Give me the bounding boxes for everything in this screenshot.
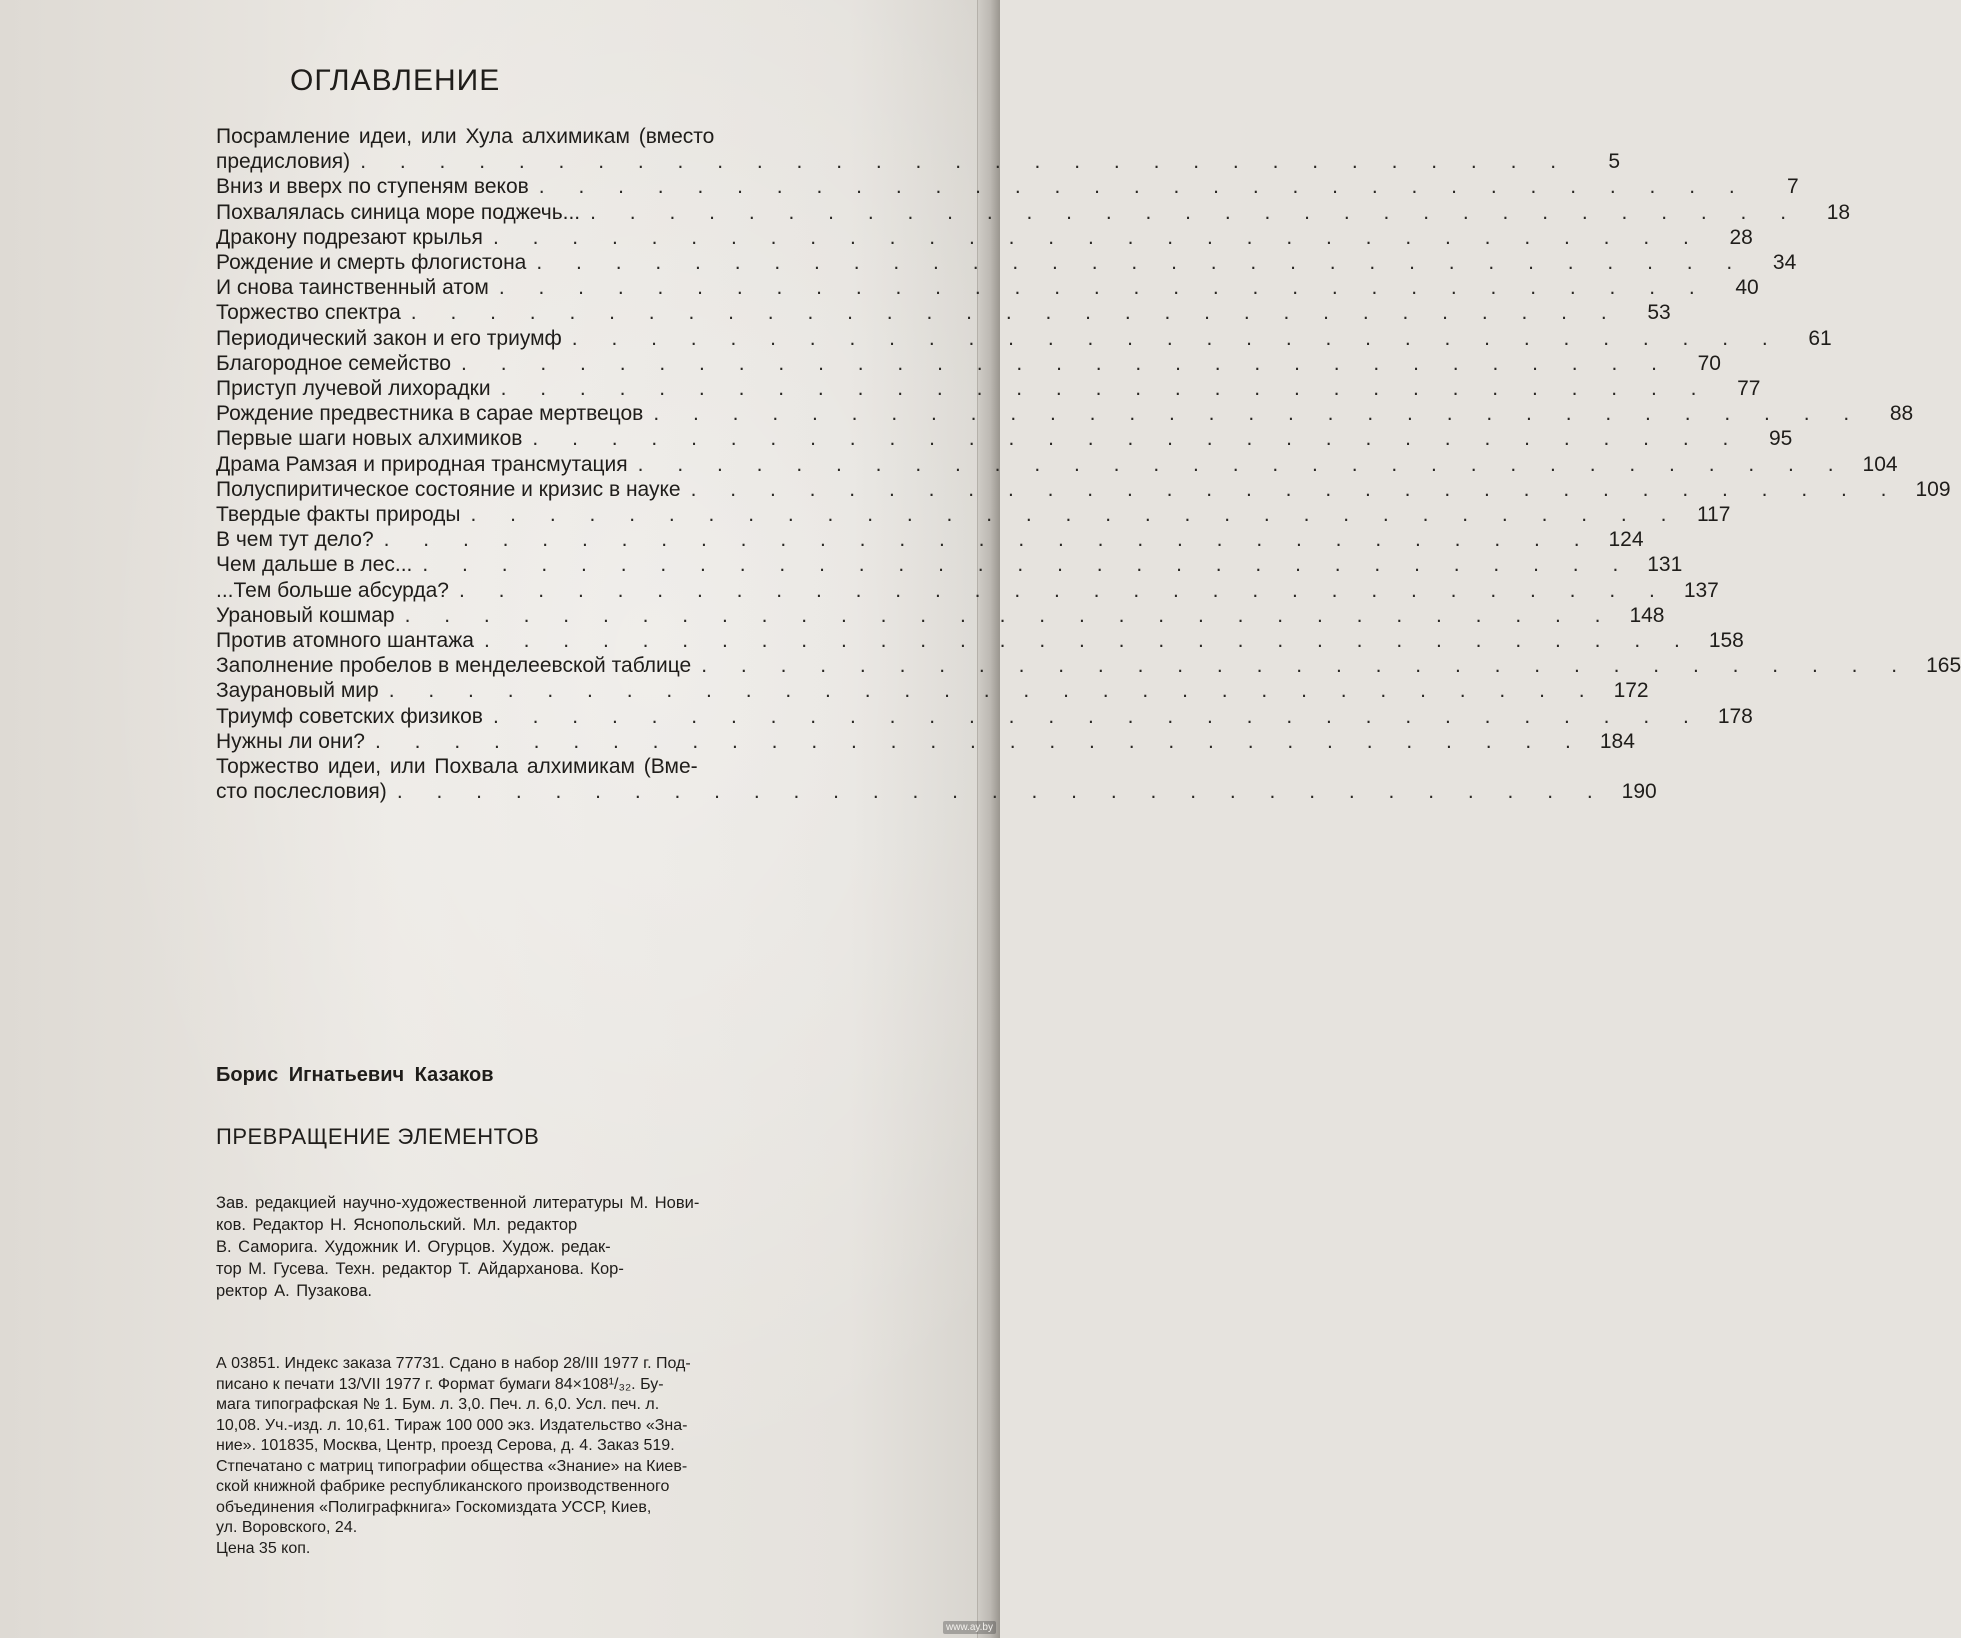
site-watermark: www.ay.by (943, 1621, 996, 1634)
credits-line: В. Саморига. Художник И. Огурцов. Худож. редак- (216, 1238, 611, 1256)
toc-entry-title: И снова таинственный атом (216, 276, 489, 300)
editorial-credits (216, 1192, 928, 1302)
toc-leader-dots: . . . . . . . . . . . . . . . . . . . . . . . . . . . . . . . (653, 402, 1864, 426)
toc-heading: ОГЛАВЛЕНИЕ (290, 64, 501, 97)
toc-leader-dots: . . . . . . . . . . . . . . . . . . . . . . . . . . . . . . . (483, 629, 1694, 653)
toc-entry-title: предисловия) (216, 150, 351, 174)
toc-entry-title: Благородное семейство (216, 351, 452, 375)
toc-entry-title: Урановый кошмар (216, 603, 395, 627)
imprint-line: Стпечатано с матриц типографии общества «Знание» на Киев- (216, 1457, 688, 1475)
toc-leader-dots: . . . . . . . . . . . . . . . . . . . . . . . . . . . . . . . (690, 477, 1901, 501)
toc-page-number: 95 (1768, 427, 1793, 451)
credits-line: ректор А. Пузакова. (216, 1282, 373, 1300)
toc-page-number: 34 (1772, 251, 1797, 275)
book-title: ПРЕВРАЩЕНИЕ ЭЛЕМЕНТОВ (216, 1124, 540, 1149)
toc-entry (216, 729, 1635, 754)
toc-leader-dots: . . . . . . . . . . . . . . . . . . . . . . . . . . . . . . . (396, 780, 1607, 804)
imprint-line: 10,08. Уч.-изд. л. 10,61. Тираж 100 000 экз. Издательство «Зна- (216, 1416, 688, 1434)
toc-entry-title: сто послесловия) (216, 780, 387, 804)
toc-entry (216, 704, 1753, 729)
imprint-line: Цена 35 коп. (216, 1539, 311, 1557)
toc-entry (216, 250, 1797, 275)
toc-page-number: 178 (1717, 704, 1753, 728)
credits-line: Зав. редакцией научно-художественной литературы М. Нови- (216, 1194, 700, 1212)
toc-leader-dots: . . . . . . . . . . . . . . . . . . . . . . . . . . . . . . . (374, 729, 1585, 753)
toc-entry (216, 426, 1793, 451)
toc-entry (216, 200, 1851, 225)
toc-leader-dots: . . . . . . . . . . . . . . . . . . . . . . . . . . . . . . . (383, 528, 1594, 552)
toc-entry-title: ...Тем больше абсурда? (216, 578, 449, 602)
toc-leader-dots: . . . . . . . . . . . . . . . . . . . . . . . . . . . . . . . (422, 553, 1633, 577)
toc-entry-title: Вниз и вверх по ступеням веков (216, 175, 529, 199)
toc-leader-dots: . . . . . . . . . . . . . . . . . . . . . . . . . . . . . . . (410, 301, 1621, 325)
toc-leader-dots: . . . . . . . . . . . . . . . . . . . . . . . . . . . . . . . (388, 679, 1599, 703)
toc-entry-title: Триумф советских физиков (216, 704, 483, 728)
toc-entry-title: Дракону подрезают крылья (216, 225, 483, 249)
toc-entry (216, 300, 1671, 325)
imprint-line: ской книжной фабрике республиканского производственного (216, 1478, 670, 1495)
toc-entry (216, 452, 1898, 477)
toc-entry (216, 477, 1951, 502)
toc-entry (216, 603, 1665, 628)
imprint-line: А 03851. Индекс заказа 77731. Сдано в набор 28/III 1977 г. Под- (216, 1355, 691, 1372)
toc-entry (216, 502, 1731, 527)
toc-entry-title: Заполнение пробелов в менделеевской таблице (216, 654, 692, 678)
toc-page-number: 165 (1926, 654, 1961, 678)
toc-page-number: 70 (1697, 351, 1721, 375)
toc-page-number: 28 (1729, 225, 1753, 249)
toc-leader-dots: . . . . . . . . . . . . . . . . . . . . . . . . . . . . . . . (500, 377, 1711, 401)
toc-entry (216, 275, 1759, 300)
toc-page-number: 124 (1608, 528, 1644, 552)
toc-page-number: 172 (1613, 679, 1649, 703)
toc-entry (216, 552, 1683, 577)
toc-leader-dots: . . . . . . . . . . . . . . . . . . . . . . . . . . . . . . . (590, 200, 1801, 224)
toc-entry-title: Периодический закон и его триумф (216, 326, 562, 350)
toc-leader-dots: . . . . . . . . . . . . . . . . . . . . . . . . . . . . . . . (404, 603, 1615, 627)
toc-entry-title: В чем тут дело? (216, 528, 374, 552)
toc-entry-title: Рождение и смерть флогистона (216, 251, 527, 275)
toc-entry (216, 653, 1961, 678)
toc-leader-dots: . . . . . . . . . . . . . . . . . . . . . . . . . . . . . . . (571, 326, 1782, 350)
toc-entry (216, 578, 1719, 603)
toc-page-number: 7 (1787, 175, 1799, 199)
toc-entry (216, 401, 1914, 426)
toc-entry (216, 527, 1644, 552)
toc-entry (216, 225, 1753, 250)
toc-entry-title: Против атомного шантажа (216, 629, 474, 653)
toc-page-number: 137 (1683, 578, 1719, 602)
toc-entry-title: Похвалялась синица море поджечь... (216, 200, 581, 224)
toc-entry-title: Первые шаги новых алхимиков (216, 427, 523, 451)
toc-entry (216, 376, 1761, 401)
toc-leader-dots: . . . . . . . . . . . . . . . . . . . . . . . . . . . . . . . (492, 225, 1703, 249)
toc-entry (216, 628, 1744, 653)
imprint-line: ние». 101835, Москва, Центр, проезд Серова, д. 4. Заказ 519. (216, 1437, 675, 1454)
toc-page-number: 5 (1608, 150, 1621, 174)
credits-line: ков. Редактор Н. Яснопольский. Мл. редактор (216, 1216, 578, 1234)
toc-entry-title: Драма Рамзая и природная трансмутация (216, 452, 628, 476)
toc-leader-dots: . . . . . . . . . . . . . . . . . . . . . . . . . . . . . . . (536, 251, 1747, 275)
toc-entry-first-line: Торжество идеи, или Похвала алхимикам (Вме- (216, 755, 698, 779)
toc-entry (216, 351, 1721, 376)
toc-entry-title: Заурановый мир (216, 679, 379, 703)
author-name: Борис Игнатьевич Казаков (216, 1064, 494, 1086)
toc-leader-dots: . . . . . . . . . . . . . . . . . . . . . . . . . . . . . . . (470, 503, 1681, 527)
toc-leader-dots: . . . . . . . . . . . . . . . . . . . . . . . . . . . . . . . (701, 654, 1912, 678)
toc-entry-title: Твердые факты природы (216, 503, 461, 527)
toc-page-number: 190 (1621, 780, 1657, 804)
toc-page-number: 184 (1599, 729, 1635, 753)
toc-entry-title: Чем дальше в лес... (216, 553, 413, 577)
toc-leader-dots: . . . . . . . . . . . . . . . . . . . . . . . . . . . . . . . (458, 578, 1669, 602)
toc-page-number: 131 (1647, 553, 1683, 577)
toc-leader-dots: . . . . . . . . . . . . . . . . . . . . . . . . . . . . . . . (360, 150, 1571, 174)
toc-leader-dots: . . . . . . . . . . . . . . . . . . . . . . . . . . . . . . . (498, 276, 1709, 300)
table-of-contents (216, 124, 1961, 804)
imprint-line: объединения «Полиграфкнига» Госкомиздата УССР, Киев, (216, 1498, 652, 1516)
toc-entry (216, 326, 1832, 351)
toc-page-number: 88 (1889, 402, 1914, 426)
toc-leader-dots: . . . . . . . . . . . . . . . . . . . . . . . . . . . . . . . (492, 704, 1703, 728)
toc-entry-first-line: Посрамление идеи, или Хула алхимикам (вместо (216, 125, 715, 148)
toc-entry-title: Торжество спектра (216, 301, 401, 325)
toc-entry-title: Рождение предвестника в сарае мертвецов (216, 402, 644, 426)
toc-entry-title: Приступ лучевой лихорадки (216, 377, 491, 401)
toc-leader-dots: . . . . . . . . . . . . . . . . . . . . . . . . . . . . . . . (538, 175, 1749, 199)
toc-page-number: 158 (1708, 629, 1744, 653)
toc-entry (216, 149, 1621, 174)
toc-entry-title: Нужны ли они? (216, 729, 365, 753)
toc-page-number: 117 (1696, 503, 1731, 527)
toc-leader-dots: . . . . . . . . . . . . . . . . . . . . . . . . . . . . . . . (637, 452, 1848, 476)
toc-page-number: 40 (1735, 276, 1759, 300)
imprint-line: мага типографская № 1. Бум. л. 3,0. Печ. л. 6,0. Усл. печ. л. (216, 1396, 660, 1413)
credits-line: тор М. Гусева. Техн. редактор Т. Айдарханова. Кор- (216, 1260, 624, 1278)
toc-entry (216, 779, 1657, 804)
toc-page-number: 53 (1647, 301, 1671, 325)
imprint-line: ул. Воровского, 24. (216, 1519, 358, 1536)
toc-entry (216, 678, 1649, 703)
toc-page-number: 18 (1826, 200, 1851, 224)
toc-page-number: 148 (1629, 603, 1665, 627)
imprint-line: писано к печати 13/VII 1977 г. Формат бумаги 84×108¹/₃₂. Бу- (216, 1375, 664, 1393)
toc-entry (216, 174, 1799, 199)
toc-page-number: 104 (1862, 452, 1898, 476)
toc-page-number: 109 (1915, 477, 1951, 501)
toc-entry-title: Полуспиритическое состояние и кризис в науке (216, 477, 681, 501)
toc-leader-dots: . . . . . . . . . . . . . . . . . . . . . . . . . . . . . . . (532, 427, 1743, 451)
toc-leader-dots: . . . . . . . . . . . . . . . . . . . . . . . . . . . . . . . (461, 351, 1671, 375)
toc-page-number: 77 (1737, 377, 1761, 401)
publication-imprint (216, 1354, 928, 1559)
toc-page-number: 61 (1808, 326, 1832, 350)
